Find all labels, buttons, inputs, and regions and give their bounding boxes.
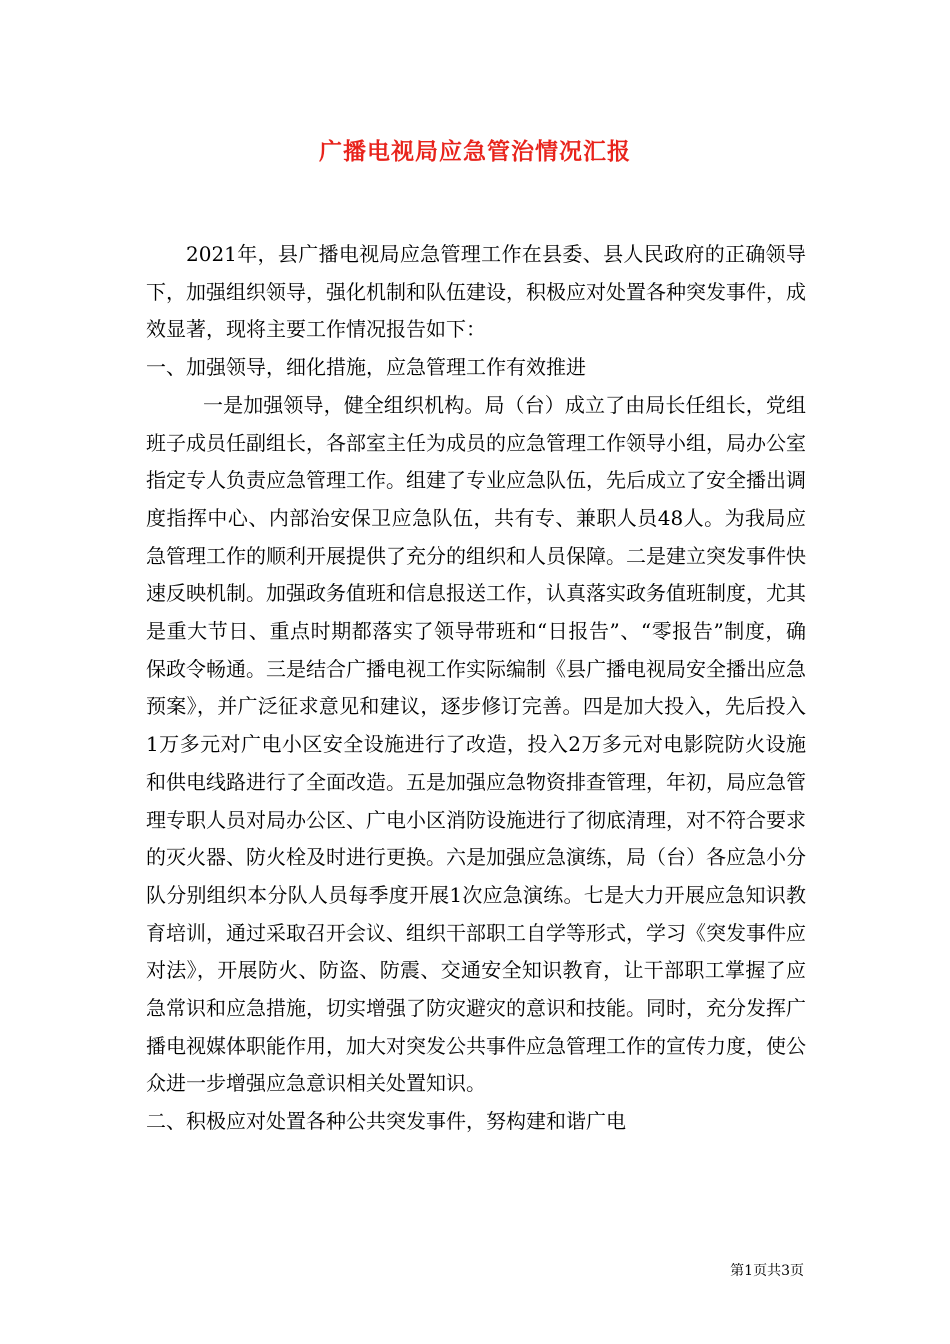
section-2-heading: 二、积极应对处置各种公共突发事件，努构建和谐广电 <box>146 1109 626 1134</box>
document-body <box>146 236 806 1141</box>
section-1-paragraph: 一是加强领导，健全组织机构。局（台）成立了由局长任组长，党组班子成员任副组长，各部室主任为成员的应急管理工作领导小组，局办公室指定专人负责应急管理工作。组建了专业应急队伍，先后成立了安全播出调度指挥中心、内部治安保卫应急队伍，共有专、兼职人员48人。为我局应急管理工作的顺利开展提供了充分的组织和人员保障。二是建立突发事件快速反映机制。加强政务值班和信息报送工作，认真落实政务值班制度，尤其是重大节日、重点时期都落实了领导带班和“日报告”、“零报告”制度，确保政令畅通。三是结合广播电视工作实际编制《县广播电视局安全播出应急预案》，并广泛征求意见和建议，逐步修订完善。四是加大投入，先后投入1万多元对广电小区安全设施进行了改造，投入2万多元对电影院防火设施和供电线路进行了全面改造。五是加强应急物资排查管理，年初，局应急管理专职人员对局办公区、广电小区消防设施进行了彻底清理，对不符合要求的灭火器、防火栓及时进行更换。六是加强应急演练，局（台）各应急小分队分别组织本分队人员每季度开展1次应急演练。七是大力开展应急知识教育培训，通过采取召开会议、组织干部职工自学等形式，学习《突发事件应对法》，开展防火、防盗、防震、交通安全知识教育，让干部职工掌握了应急常识和应急措施，切实增强了防灾避灾的意识和技能。同时，充分发挥广播电视媒体职能作用，加大对突发公共事件应急管理工作的宣传力度，使公众进一步增强应急意识相关处置知识。 <box>146 392 806 1096</box>
page-number-footer: 第1页共3页 <box>730 1263 804 1279</box>
section-1-heading: 一、加强领导，细化措施，应急管理工作有效推进 <box>146 355 586 380</box>
document-title: 广播电视局应急管治情况汇报 <box>319 138 631 165</box>
intro-paragraph: 2021年，县广播电视局应急管理工作在县委、县人民政府的正确领导下，加强组织领导，强化机制和队伍建设，积极应对处置各种突发事件，成效显著，现将主要工作情况报告如下： <box>146 242 806 342</box>
